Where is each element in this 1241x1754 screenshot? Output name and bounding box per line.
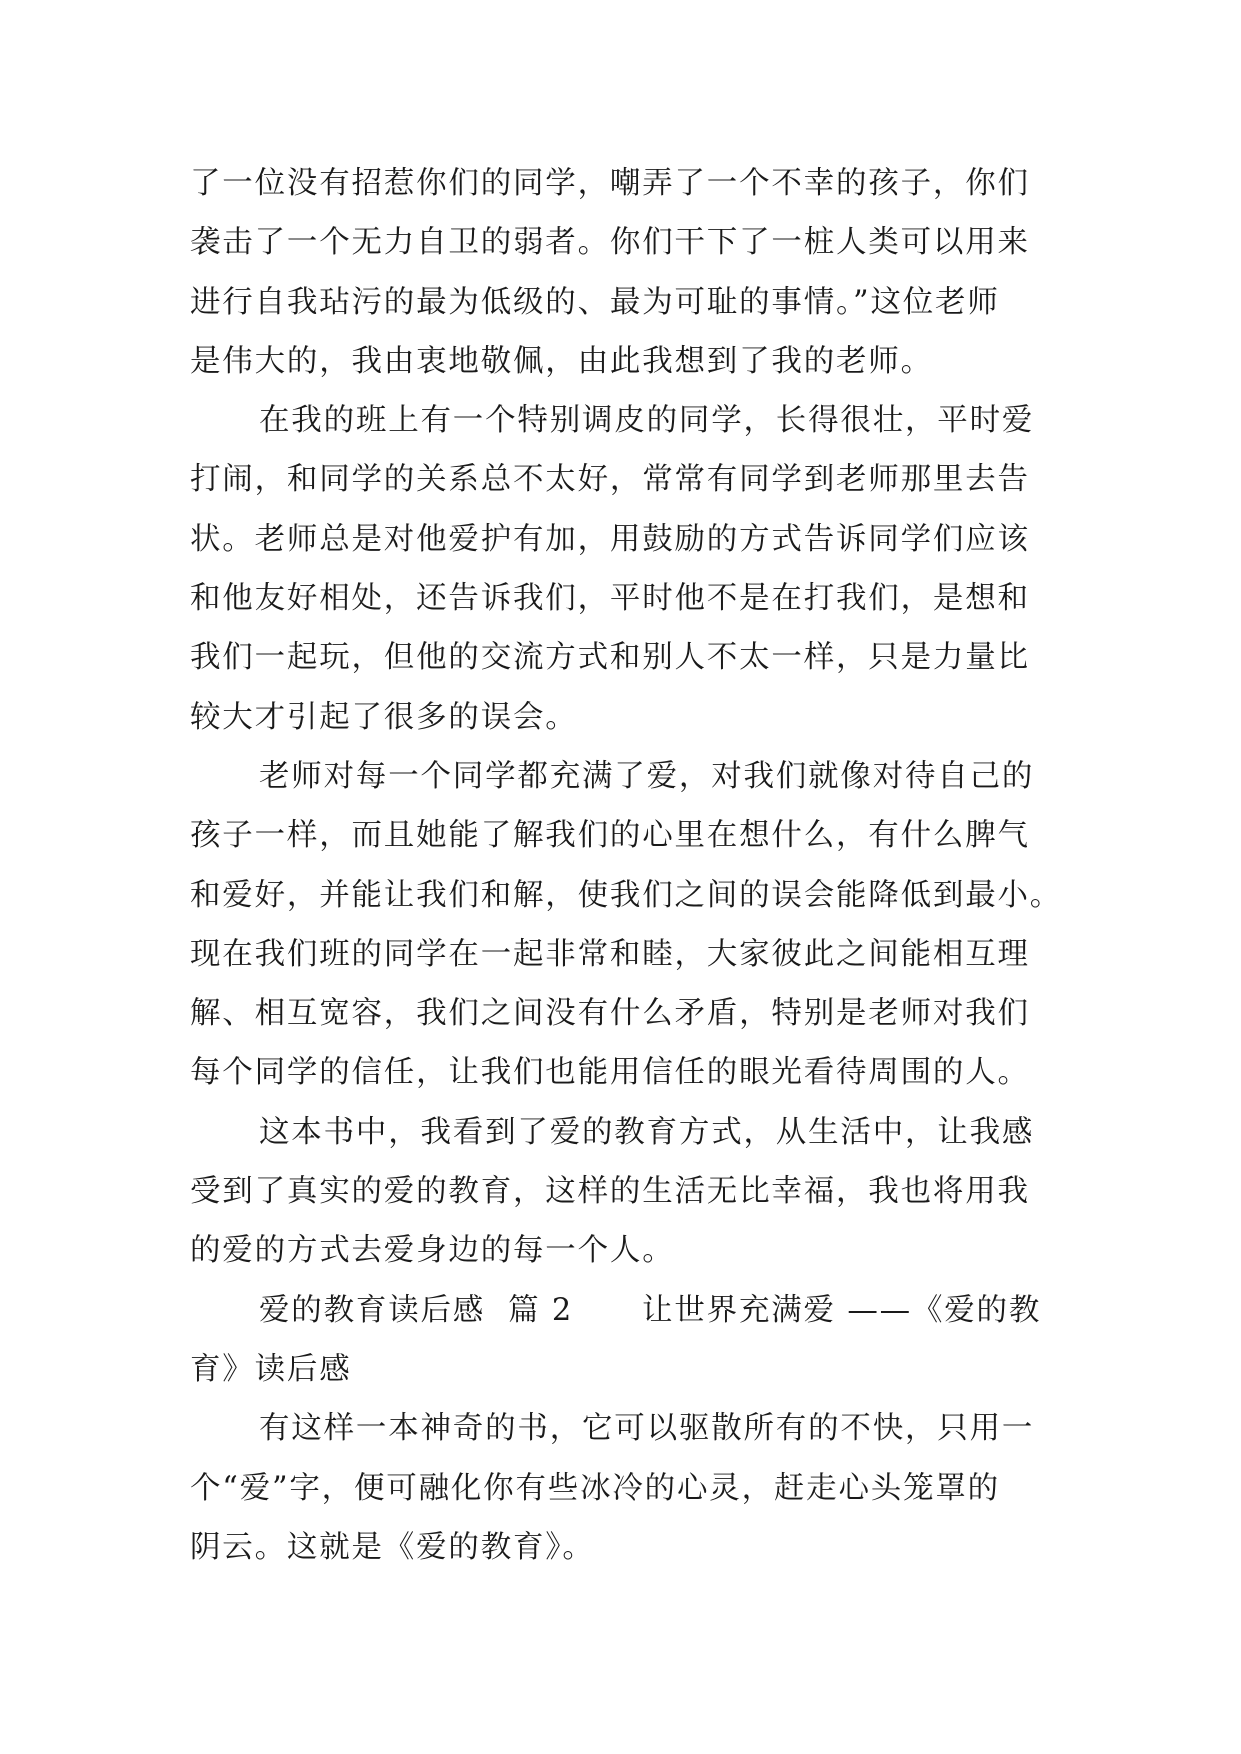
text-line: 打闹，和同学的关系总不太好，常常有同学到老师那里去告: [190, 462, 1030, 498]
text-line: 我们一起玩，但他的交流方式和别人不太一样，只是力量比: [190, 640, 1030, 676]
text-line: 较大才引起了很多的误会。: [190, 699, 578, 735]
text-line: 受到了真实的爱的教育，这样的生活无比幸福，我也将用我: [190, 1174, 1030, 1210]
section-heading-line: 育》读后感: [190, 1351, 352, 1387]
text-line: 阴云。这就是《爱的教育》。: [190, 1529, 595, 1565]
document-body: [190, 154, 1080, 1577]
section-heading-line: 爱的教育读后感 篇 2 让世界充满爱 ——《爱的教: [259, 1292, 1042, 1328]
text-line: 个“爱”字，便可融化你有些冰冷的心灵，赶走心头笼罩的: [190, 1470, 1000, 1506]
text-line: 袭击了一个无力自卫的弱者。你们干下了一桩人类可以用来: [190, 225, 1030, 261]
paragraph-first-line: 这本书中，我看到了爱的教育方式，从生活中，让我感: [259, 1114, 1035, 1150]
paragraph-first-line: 老师对每一个同学都充满了爱，对我们就像对待自己的: [259, 758, 1035, 794]
text-line: 和爱好，并能让我们和解，使我们之间的误会能降低到最小。: [190, 877, 1063, 913]
paragraph-first-line: 有这样一本神奇的书，它可以驱散所有的不快，只用一: [259, 1411, 1035, 1447]
text-line: 现在我们班的同学在一起非常和睦，大家彼此之间能相互理: [190, 936, 1030, 972]
text-line: 是伟大的，我由衷地敬佩，由此我想到了我的老师。: [190, 343, 933, 379]
paragraph-first-line: 在我的班上有一个特别调皮的同学，长得很壮，平时爱: [259, 403, 1035, 439]
text-line: 每个同学的信任，让我们也能用信任的眼光看待周围的人。: [190, 1055, 1030, 1091]
text-line: 状。老师总是对他爱护有加，用鼓励的方式告诉同学们应该: [190, 521, 1030, 557]
text-line: 的爱的方式去爱身边的每一个人。: [190, 1233, 675, 1269]
text-line: 和他友好相处，还告诉我们，平时他不是在打我们，是想和: [190, 581, 1030, 617]
text-line: 孩子一样，而且她能了解我们的心里在想什么，有什么脾气: [190, 818, 1030, 854]
text-line: 进行自我玷污的最为低级的、最为可耻的事情。”这位老师: [190, 284, 1000, 320]
text-line: 解、相互宽容，我们之间没有什么矛盾，特别是老师对我们: [190, 996, 1030, 1032]
text-line: 了一位没有招惹你们的同学，嘲弄了一个不幸的孩子，你们: [190, 166, 1030, 201]
